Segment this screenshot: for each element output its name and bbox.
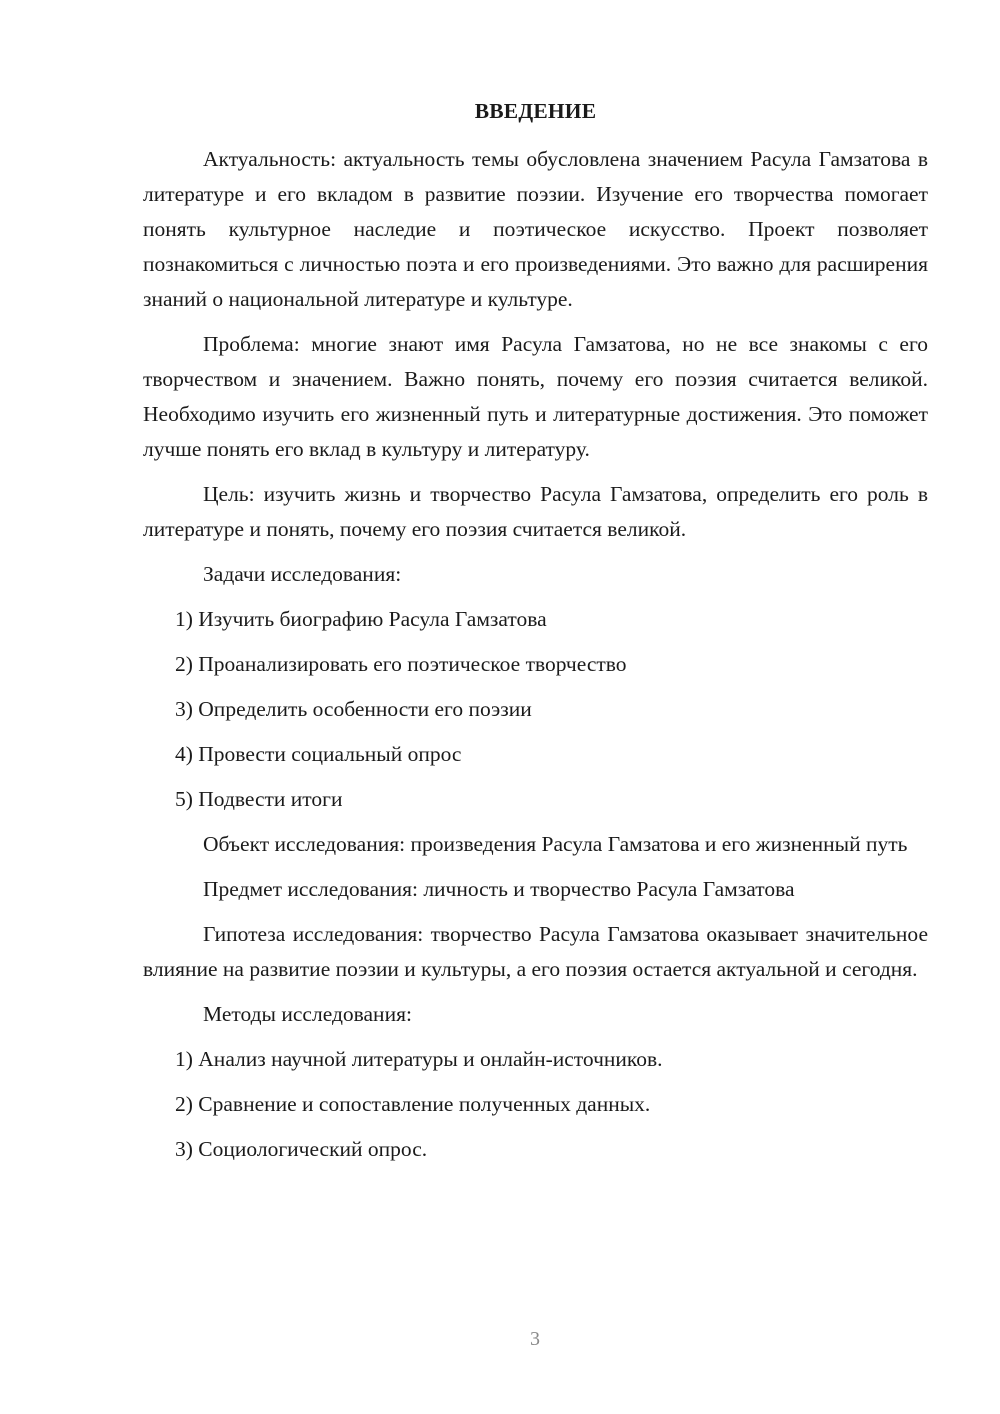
page-number: 3: [530, 1328, 540, 1350]
tasks-list: [143, 602, 928, 817]
document-page: [143, 94, 928, 1177]
paragraph-object: Объект исследования: произведения Расула Гамзатова и его жизненный путь: [203, 832, 908, 856]
methods-heading: Методы исследования:: [203, 1002, 412, 1026]
list-item: 3) Определить особенности его поэзии: [175, 697, 532, 721]
section-title: ВВЕДЕНИЕ: [474, 99, 597, 123]
list-item: 1) Изучить биографию Расула Гамзатова: [175, 607, 547, 631]
list-item: 4) Провести социальный опрос: [175, 742, 462, 766]
tasks-heading: Задачи исследования:: [203, 562, 402, 586]
list-item: 2) Сравнение и сопоставление полученных данных.: [175, 1092, 651, 1116]
paragraph-relevance: Актуальность: актуальность темы обусловлена значением Расула Гамзатова в литературе и его вкладом в развитие поэзии. Изучение его творчества помогает понять культурное наследие и поэтическое искусство. Проект позволяет познакомиться с личностью поэта и его произведениями. Это важно для расширения знаний о национальной литературе и культуре.: [143, 147, 928, 311]
methods-list: [143, 1042, 928, 1167]
list-item: 5) Подвести итоги: [175, 787, 343, 811]
list-item: 1) Анализ научной литературы и онлайн-источников.: [175, 1047, 663, 1071]
list-item: 2) Проанализировать его поэтическое творчество: [175, 652, 627, 676]
list-item: 3) Социологический опрос.: [175, 1137, 428, 1161]
paragraph-subject: Предмет исследования: личность и творчество Расула Гамзатова: [203, 877, 795, 901]
paragraph-hypothesis: Гипотеза исследования: творчество Расула Гамзатова оказывает значительное влияние на развитие поэзии и культуры, а его поэзия остается актуальной и сегодня.: [143, 922, 928, 981]
paragraph-problem: Проблема: многие знают имя Расула Гамзатова, но не все знакомы с его творчеством и значением. Важно понять, почему его поэзия считается великой. Необходимо изучить его жизненный путь и литературные достижения. Это поможет лучше понять его вклад в культуру и литературу.: [143, 332, 928, 461]
paragraph-goal: Цель: изучить жизнь и творчество Расула Гамзатова, определить его роль в литературе и понять, почему его поэзия считается великой.: [143, 482, 928, 541]
